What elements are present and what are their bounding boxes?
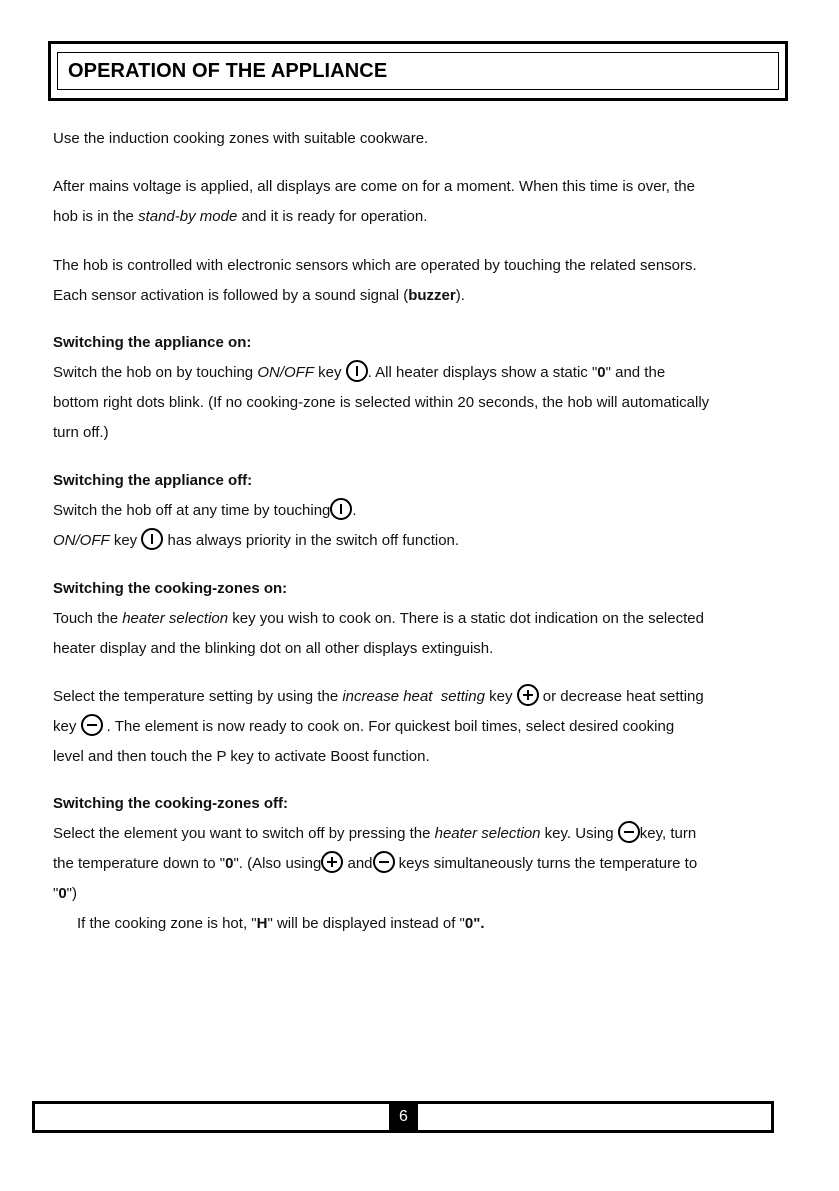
text: The hob is controlled with electronic sensors which are operated by touching the related sensors.	[53, 257, 697, 274]
bold-text: H	[256, 915, 268, 932]
zones-off-line-4	[77, 909, 485, 939]
heading-switch-on: Switching the appliance on:	[53, 334, 252, 351]
text: ")	[66, 885, 77, 902]
zones-on-line-1	[53, 604, 704, 634]
text: has always priority in the switch off function.	[167, 532, 460, 549]
text: . The element is now ready to cook on. For quickest boil times, select desired cooking	[102, 718, 675, 735]
bold-text: 0	[597, 364, 606, 381]
text: key	[484, 688, 513, 705]
text: key	[109, 532, 142, 549]
text: Use the induction cooking zones with suitable cookware.	[53, 130, 429, 147]
text: ". (Also using	[233, 855, 322, 872]
page-footer	[32, 1101, 774, 1133]
plus-icon	[321, 851, 343, 873]
zones-on-line-2: heater display and the blinking dot on all other displays extinguish.	[53, 640, 494, 657]
power-icon	[141, 528, 163, 550]
intro-paragraph-1	[53, 124, 428, 154]
bold-text: 0	[58, 885, 67, 902]
zones-on-line-5: level and then touch the P key to activate Boost function.	[53, 748, 430, 765]
bold-text: buzzer	[408, 287, 456, 304]
text: key you wish to cook on. There is a static dot indication on the selected	[228, 610, 704, 627]
emphasis-text: ON/OFF	[53, 532, 110, 549]
text: key	[313, 364, 342, 381]
section-title-box	[48, 41, 788, 101]
emphasis-text: stand-by mode	[138, 208, 238, 225]
text: key, turn	[639, 825, 697, 842]
text: key. Using	[540, 825, 618, 842]
intro-paragraph-2-line-1	[53, 172, 695, 202]
text: Select the temperature setting by using the	[53, 688, 343, 705]
switch-on-line-3: turn off.)	[53, 424, 109, 441]
intro-paragraph-3-line-2	[53, 281, 465, 311]
text: If the cooking zone is hot, "	[77, 915, 257, 932]
text: . All heater displays show a static "	[367, 364, 598, 381]
intro-paragraph-3-line-1	[53, 251, 697, 281]
text: After mains voltage is applied, all displays are come on for a moment. When this time is over, the	[53, 178, 695, 195]
text: "	[53, 885, 59, 902]
bold-text: 0".	[464, 915, 485, 932]
text: Switch the hob off at any time by touching	[53, 502, 331, 519]
text: Touch the	[53, 610, 123, 627]
page-title: OPERATION OF THE APPLIANCE	[68, 59, 388, 82]
minus-icon	[81, 714, 103, 736]
text: key	[53, 718, 81, 735]
zones-off-line-1	[53, 819, 696, 849]
text: and	[343, 855, 373, 872]
page-number: 6	[389, 1104, 418, 1130]
minus-icon	[618, 821, 640, 843]
emphasis-text: increase heat setting	[342, 688, 485, 705]
text: Each sensor activation is followed by a sound signal (	[53, 287, 409, 304]
zones-on-line-3	[53, 682, 704, 712]
switch-off-line-2	[53, 526, 459, 556]
text: the temperature down to "	[53, 855, 226, 872]
power-icon	[330, 498, 352, 520]
text: or decrease heat setting	[538, 688, 704, 705]
switch-off-line-1	[53, 496, 357, 526]
switch-on-line-2: bottom right dots blink. (If no cooking-zone is selected within 20 seconds, the hob will automatically	[53, 394, 710, 411]
text: Select the element you want to switch off by pressing the	[53, 825, 435, 842]
heading-zones-off: Switching the cooking-zones off:	[53, 795, 288, 812]
text: Switch the hob on by touching	[53, 364, 258, 381]
power-icon	[346, 360, 368, 382]
zones-off-line-3	[53, 879, 77, 909]
text: " will be displayed instead of "	[267, 915, 465, 932]
zones-on-line-4	[53, 712, 674, 742]
text: .	[352, 502, 357, 519]
emphasis-text: heater selection	[434, 825, 541, 842]
text: hob is in the	[53, 208, 139, 225]
heading-switch-off: Switching the appliance off:	[53, 472, 253, 489]
heading-zones-on: Switching the cooking-zones on:	[53, 580, 288, 597]
plus-icon	[517, 684, 539, 706]
text: ).	[455, 287, 465, 304]
text: " and the	[605, 364, 666, 381]
bold-text: 0	[225, 855, 234, 872]
minus-icon	[373, 851, 395, 873]
emphasis-text: ON/OFF	[257, 364, 314, 381]
zones-off-line-2	[53, 849, 697, 879]
section-title-inner	[57, 52, 779, 90]
text: keys simultaneously turns the temperature to	[394, 855, 698, 872]
switch-on-line-1	[53, 358, 665, 388]
text: and it is ready for operation.	[237, 208, 428, 225]
intro-paragraph-2-line-2	[53, 202, 427, 232]
emphasis-text: heater selection	[122, 610, 229, 627]
